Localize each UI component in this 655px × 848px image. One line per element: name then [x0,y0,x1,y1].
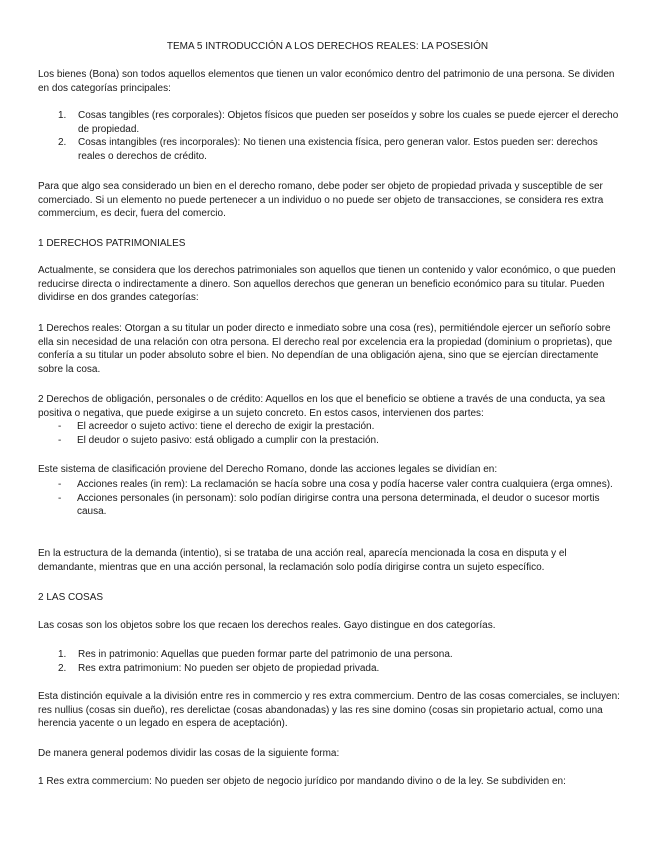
acciones-list [38,478,622,519]
list-item-text: Cosas tangibles (res corporales): Objetos físicos que pueden ser poseídos y sobre los cuales se puede ejercer el derecho de propiedad. [78,110,619,135]
list-number: 1. [58,649,67,660]
list-dash: - [58,492,62,504]
derechos-reales-paragraph: 1 Derechos reales: Otorgan a su titular un poder directo e inmediato sobre una cosa (res), permitiéndole ejercer un señorío sobre ella sin necesidad de una relación con otra persona. El derecho real por excelencia era la propiedad (dominium o proprietas), que confería a su titular un poder absoluto sobre el bien. No dependían de una obligación ajena, sino que se ejercían directamente sobre la cosa. [38,323,613,375]
cosas-paragraph: Las cosas son los objetos sobre los que recaen los derechos reales. Gayo distingue en dos categorías. [38,620,496,631]
bien-paragraph: Para que algo sea considerado un bien en el derecho romano, debe poder ser objeto de propiedad privada y susceptible de ser comerciado. Si un elemento no puede pertenecer a un individuo o no puede ser objeto de transacciones, se considera res extra commercium, es decir, fuera del comercio. [38,181,604,219]
categories-list [38,109,622,163]
cosas-list [38,648,622,675]
list-number: 1. [58,110,67,121]
list-dash: - [58,421,62,432]
sistema-paragraph: Este sistema de clasificación proviene del Derecho Romano, donde las acciones legales se dividían en: [38,464,498,475]
section-heading-cosas: 2 LAS COSAS [38,592,104,603]
list-item-text: El deudor o sujeto pasivo: está obligado a cumplir con la prestación. [77,434,379,446]
list-item [38,136,622,163]
list-item-text: Acciones personales (in personam): solo podían dirigirse contra una persona determinada, el deudor o sucesor mortis causa. [77,492,600,517]
list-dash: - [58,479,62,490]
derechos-obligacion-paragraph: 2 Derechos de obligación, personales o de crédito: Aquellos en los que el beneficio se obtiene a través de una conducta, ya sea positiva o negativa, que puede exigirse a un sujeto concreto. En estos casos, intervienen dos partes: [38,394,606,419]
list-number: 2. [58,137,67,148]
list-item-text: Res in patrimonio: Aquellas que pueden formar parte del patrimonio de una persona. [78,649,453,660]
list-item-text: El acreedor o sujeto activo: tiene el derecho de exigir la prestación. [77,421,375,432]
intro-paragraph: Los bienes (Bona) son todos aquellos elementos que tienen un valor económico dentro del patrimonio de una persona. Se dividen en dos categorías principales: [38,69,615,94]
list-item [38,478,622,492]
list-item-text: Acciones reales (in rem): La reclamación se hacía sobre una cosa y podía hacerse valer contra cualquiera (erga omnes). [77,479,613,490]
manera-paragraph: De manera general podemos dividir las cosas de la siguiente forma: [38,748,340,759]
list-item [38,492,622,519]
partes-list [38,420,622,447]
list-dash: - [58,434,62,446]
list-item-text: Cosas intangibles (res incorporales): No tienen una existencia física, pero generan valor. Estos pueden ser: derechos reales o derechos de crédito. [78,137,598,162]
list-item [38,109,622,136]
res-extra-commercium-paragraph: 1 Res extra commercium: No pueden ser objeto de negocio jurídico por mandando divino o de la ley. Se subdividen en: [38,776,566,787]
list-item-text: Res extra patrimonium: No pueden ser objeto de propiedad privada. [78,662,380,674]
list-item [38,648,622,662]
demanda-paragraph: En la estructura de la demanda (intentio), si se trataba de una acción real, aparecía mencionada la cosa en disputa y el demandante, mientras que en una acción personal, la reclamación solo podía dirigirse contra un sujeto específico. [38,548,567,573]
section-heading-patrimoniales: 1 DERECHOS PATRIMONIALES [38,238,186,249]
list-item [38,434,622,448]
list-number: 2. [58,662,67,674]
document-title: TEMA 5 INTRODUCCIÓN A LOS DERECHOS REALES: LA POSESIÓN [166,41,489,52]
distincion-paragraph: Esta distinción equivale a la división entre res in commercio y res extra commercium. Dentro de las cosas comerciales, se incluyen: res nullius (cosas sin dueño), res derelictae (cosas abandonadas) y las res sine domino (cosas sin propietario actual, como una herencia yacente o un legado en espera de aceptación). [38,691,620,729]
patrimoniales-paragraph: Actualmente, se considera que los derechos patrimoniales son aquellos que tienen un contenido y valor económico, o que pueden reducirse directa o indirectamente a dinero. Son aquellos derechos que generan un beneficio económico para su titular. Pueden dividirse en dos grandes categorías: [38,265,616,303]
list-item [38,662,622,676]
list-item [38,420,622,434]
